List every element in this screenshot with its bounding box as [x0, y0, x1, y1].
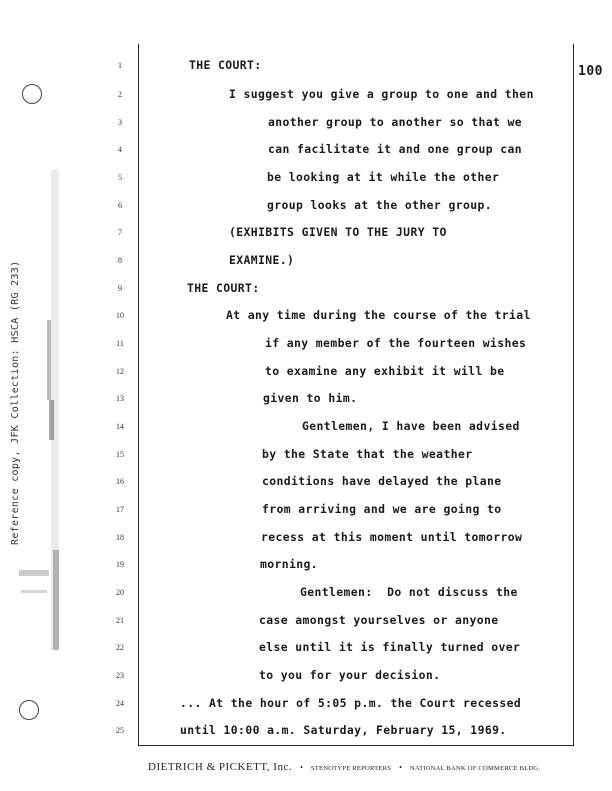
line-number: 8: [118, 256, 122, 265]
line-number: 11: [116, 339, 124, 348]
transcript-line: morning.: [260, 557, 319, 571]
line-number: 19: [116, 560, 124, 569]
transcript-line: be looking at it while the other: [267, 170, 500, 184]
page-number: 100: [578, 64, 603, 79]
line-number: 20: [116, 588, 124, 597]
line-number: 4: [118, 145, 122, 154]
footer-reporters: STENOTYPE REPORTERS: [310, 765, 392, 772]
line-number: 22: [116, 643, 124, 652]
transcript-line: Gentlemen: Do not discuss the: [300, 585, 518, 599]
transcript-right-rule: [573, 44, 574, 746]
line-number: 1: [118, 61, 122, 70]
side-stamp-texture: [17, 170, 61, 650]
transcript-line: given to him.: [263, 391, 358, 405]
archive-stamp-text: Reference copy, JFK Collection: HSCA (RG 233): [10, 260, 21, 545]
binder-hole-top: [22, 84, 42, 104]
line-number: 3: [118, 118, 122, 127]
line-number: 16: [116, 477, 124, 486]
footer-firm-name: DIETRICH & PICKETT, Inc.: [148, 761, 293, 773]
transcript-line: THE COURT:: [189, 58, 262, 72]
transcript-line: can facilitate it and one group can: [268, 142, 523, 156]
transcript-line: EXAMINE.): [229, 253, 295, 267]
transcript-line: ... At the hour of 5:05 p.m. the Court recessed: [180, 696, 522, 710]
transcript-line: At any time during the course of the trial: [226, 308, 531, 322]
transcript-line: another group to another so that we: [268, 115, 523, 129]
transcript-line: Gentlemen, I have been advised: [302, 419, 520, 433]
transcript-left-rule: [138, 44, 139, 746]
transcript-line: case amongst yourselves or anyone: [259, 613, 499, 627]
line-number: 12: [116, 367, 124, 376]
line-number: 7: [118, 228, 122, 237]
line-number: 18: [116, 533, 124, 542]
transcript-line: I suggest you give a group to one and then: [229, 87, 534, 101]
transcript-line: else until it is finally turned over: [259, 640, 521, 654]
line-number: 24: [116, 699, 124, 708]
transcript-line: to you for your decision.: [259, 668, 441, 682]
line-number: 10: [116, 311, 124, 320]
line-number: 9: [118, 284, 122, 293]
line-number: 5: [118, 173, 122, 182]
binder-hole-bottom: [19, 700, 39, 720]
line-number: 14: [116, 422, 124, 431]
reporter-footer: [148, 757, 540, 775]
line-number: 25: [116, 726, 124, 735]
footer-separator: •: [300, 763, 303, 772]
transcript-bottom-rule: [138, 745, 574, 746]
transcript-line: recess at this moment until tomorrow: [261, 530, 523, 544]
line-number: 15: [116, 450, 124, 459]
line-number: 13: [116, 394, 124, 403]
transcript-line: by the State that the weather: [262, 447, 473, 461]
footer-separator: •: [399, 763, 402, 772]
transcript-line: THE COURT:: [187, 281, 260, 295]
transcript-line: until 10:00 a.m. Saturday, February 15, 1969.: [180, 723, 507, 737]
line-number: 21: [116, 616, 124, 625]
transcript-line: from arriving and we are going to: [262, 502, 502, 516]
footer-address: NATIONAL BANK OF COMMERCE BLDG.: [409, 765, 541, 772]
transcript-line: if any member of the fourteen wishes: [265, 336, 527, 350]
transcript-line: conditions have delayed the plane: [262, 474, 502, 488]
line-number: 6: [118, 201, 122, 210]
line-number: 23: [116, 671, 124, 680]
transcript-line: group looks at the other group.: [267, 198, 492, 212]
transcript-line: (EXHIBITS GIVEN TO THE JURY TO: [229, 225, 447, 239]
line-number: 17: [116, 505, 124, 514]
transcript-line: to examine any exhibit it will be: [265, 364, 505, 378]
line-number: 2: [118, 90, 122, 99]
